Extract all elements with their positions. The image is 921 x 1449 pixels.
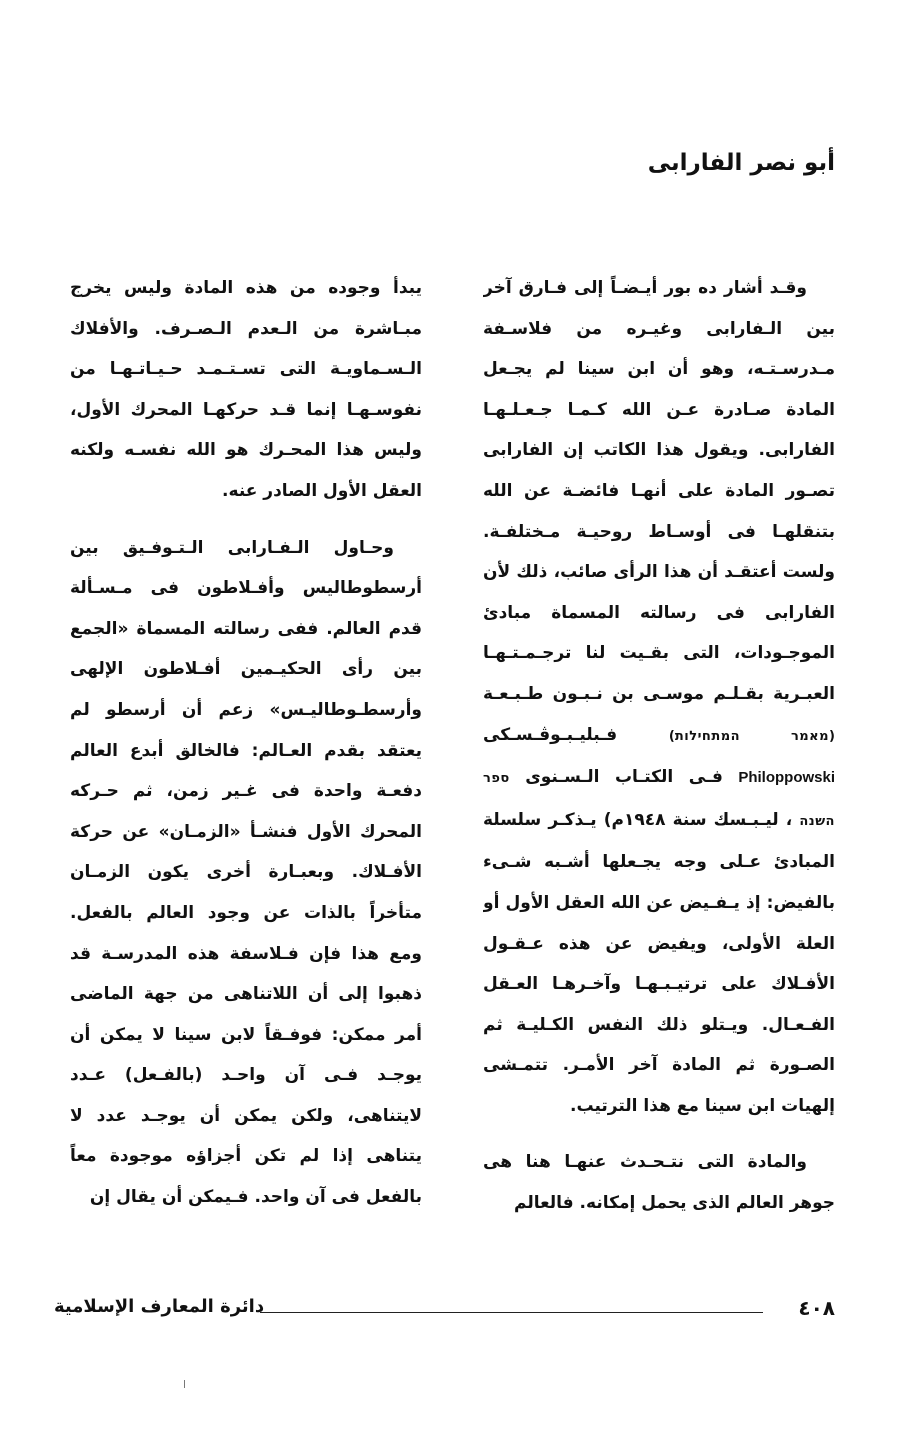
body-text: فـبليـبـوڤـسـكى	[483, 724, 618, 745]
right-column	[483, 268, 835, 1268]
page-number: ٤٠٨	[798, 1296, 835, 1320]
running-header: أبو نصر الفارابى	[647, 150, 835, 176]
paragraph	[70, 268, 422, 512]
scan-artifact	[184, 1380, 185, 1388]
body-text: فـى الكتـاب الـسـنوى	[525, 767, 723, 788]
body-text: وحـاول الـفـارابى الـتـوفـيق بين أرسطوطاليس وأفـلاطون فى مـسـألة قدم العالم. ففى رسالته المسماة «الجمع بين رأى الحكيـمين أفـلاطون الإلهى وأرسطـوطاليـس» زعم أن أرسطو لم يعتقد بقدم العـالم: فالخالق أبدع العالم دفعـة واحدة فى غـير زمن، ثم حـركه المحرك الأول فنشـأ «الزمـان» عن حركة الأفـلاك. وبعبـارة أخرى يكون الزمـان متأخراً بالذات عن وجود العالم بالفعل. ومع هذا فإن فـلاسفة هذه المدرسـة قد ذهبوا إلى أن اللاتناهى من جهة الماضى أمر ممكن: فوفـقاً لابن سينا لا يمكن أن يوجـد فـى آن واحـد (بالفـعل) عـدد لايتناهى، ولكن يمكن أن يوجـد عدد لا يتناهى إذا لم تكن أجزاؤه موجودة معاً بالفعل فى آن واحد. فـيمكن أن يقال إن	[70, 537, 422, 1208]
hebrew-title: (מאמר המתחילות)	[668, 728, 835, 744]
paragraph	[70, 528, 422, 1218]
paragraph	[483, 1142, 835, 1223]
hebrew-yearbook: ספר השנה	[483, 771, 835, 829]
footer-book-title: دائرة المعارف الإسلامية	[54, 1296, 265, 1317]
latin-name: Philoppowski	[738, 769, 835, 787]
left-column	[70, 268, 422, 1268]
body-text: يبدأ وجوده من هذه المادة وليس يخرج مبـاشرة من الـعدم الـصـرف. والأفلاك الـسـماويـة التى تسـتـمـد حـيـاتـهـا من نفوسـهـا إنما قـد حركهـا المحرك الأول، وليس هذا المحـرك هو الله نفسـه ولكنه العقل الأول الصادر عنه.	[70, 278, 422, 501]
body-text: ، ليـبـسك سنة ١٩٤٨م) يـذكـر سلسلة المبادئ عـلى وجه يجـعلها أشـبه شـىء بالفيض: إذ يـفـيض عن الله العقل الأول أو العلة الأولى، ويفيض عن هذه عـقـول الأفـلاك على ترتيـبـهـا وآخـرهـا العـقل الفـعـال. ويـتلو ذلك النفس الكـليـة ثم الصـورة ثم المادة آخر الأمـر. تتمـشى إلهيات ابن سينا مع هذا الترتيب.	[483, 809, 835, 1116]
paragraph	[483, 268, 835, 1126]
body-text: والمادة التى نتـحـدث عنهـا هنا هى جوهر العالم الذى يحمل إمكانه. فالعالم	[483, 1152, 835, 1214]
footer-rule	[260, 1312, 763, 1313]
body-text: وقـد أشار ده بور أيـضـاً إلى فـارق آخر بين الـفارابى وغيـره من فلاسـفة مـدرسـتـه، وهو أن ابن سينا لم يجـعل المادة صـادرة عـن الله كـمـا جـعـلـهـا الفارابى. ويقول هذا الكاتب إن الفارابى تصـور المادة على أنهـا فائضـة عن الله بتنقلهـا فى أوسـاط روحيـة مـختلفـة. ولست أعتقـد أن هذا الرأى صائب، ذلك لأن الفارابى فى رسالته المسماة مبادئ الموجـودات، التى بقـيت لنا ترجـمـتـهـا العبـرية بقـلـم موسـى بن نـبـون طـبـعـة	[483, 278, 835, 704]
page-footer	[54, 1296, 835, 1326]
